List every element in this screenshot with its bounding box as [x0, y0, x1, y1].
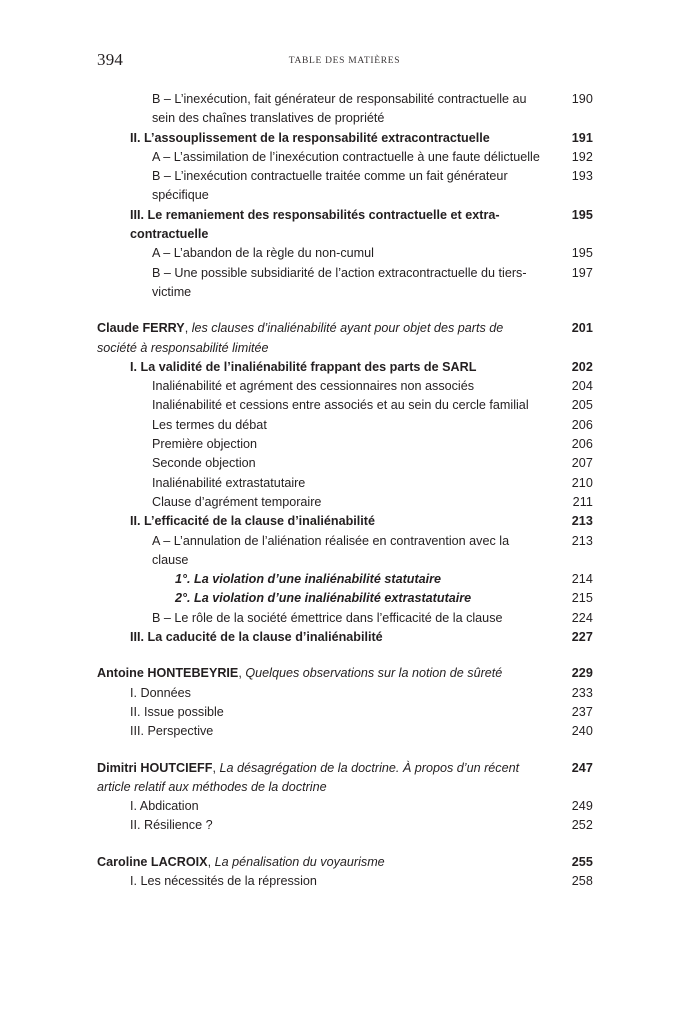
- toc-entry[interactable]: [97, 90, 593, 129]
- toc-entry-label: A – L’assimilation de l’inexécution contractuelle à une faute délictuelle: [152, 149, 540, 164]
- toc-entry-label: II. Issue possible: [130, 704, 224, 719]
- toc-entry-label: A – L’annulation de l’aliénation réalisée en contravention avec la clause: [152, 533, 510, 567]
- toc-page-number: 204: [571, 379, 593, 394]
- toc-author-separator: ,: [212, 760, 220, 775]
- toc-page-number: 210: [571, 475, 593, 490]
- toc-entry[interactable]: [97, 474, 593, 493]
- toc-page-number: 240: [571, 724, 593, 739]
- toc-group-houtcieff: [97, 759, 593, 836]
- toc-page-number: 191: [571, 130, 593, 145]
- toc-entry-label: Inaliénabilité et agrément des cessionnaires non associés: [152, 379, 475, 394]
- toc-entry[interactable]: [97, 416, 593, 435]
- toc-entry[interactable]: [97, 532, 593, 571]
- toc-entry[interactable]: [97, 703, 593, 722]
- toc-author-separator: ,: [184, 321, 192, 336]
- toc-author-entry[interactable]: [97, 664, 593, 683]
- toc-group-hontebeyrie: [97, 664, 593, 741]
- toc-entry[interactable]: [97, 628, 593, 647]
- toc-page-number: 195: [571, 246, 593, 261]
- toc-entry[interactable]: [97, 148, 593, 167]
- table-of-contents: [97, 90, 593, 891]
- toc-page-number: 195: [571, 207, 593, 222]
- running-head: [97, 50, 592, 72]
- toc-entry-label: 1°. La violation d’une inaliénabilité statutaire: [175, 572, 442, 587]
- toc-author-name: Caroline LACROIX: [97, 854, 208, 869]
- toc-entry-label: I. Abdication: [130, 799, 199, 814]
- toc-entry[interactable]: [97, 377, 593, 396]
- toc-entry[interactable]: [97, 206, 593, 245]
- toc-page-number: 233: [571, 685, 593, 700]
- toc-entry-label: B – L’inexécution, fait générateur de responsabilité contractuelle au sein des chaînes translatives de propriété: [152, 92, 527, 126]
- toc-group-continued-section: [97, 90, 593, 302]
- toc-page-number: 206: [571, 417, 593, 432]
- toc-entry-label: I. La validité de l’inaliénabilité frappant des parts de SARL: [130, 359, 477, 374]
- toc-entry-label: Inaliénabilité extrastatutaire: [152, 475, 306, 490]
- toc-entry-label: 2°. La violation d’une inaliénabilité extrastatutaire: [175, 591, 472, 606]
- toc-entry-label: A – L’abandon de la règle du non-cumul: [152, 246, 374, 261]
- toc-group-lacroix: [97, 853, 593, 892]
- toc-page-number: 197: [571, 265, 593, 280]
- toc-entry-label: B – L’inexécution contractuelle traitée comme un fait générateur spécifique: [152, 169, 508, 203]
- toc-article-title: les clauses d’inaliénabilité ayant pour objet des parts de société à responsabilité limitée: [97, 321, 504, 355]
- toc-page-number: 258: [571, 873, 593, 888]
- toc-entry[interactable]: [97, 129, 593, 148]
- toc-entry-label: I. Les nécessités de la répression: [130, 873, 317, 888]
- toc-entry-label: B – Le rôle de la société émettrice dans l’efficacité de la clause: [152, 610, 503, 625]
- toc-entry[interactable]: [97, 454, 593, 473]
- toc-entry[interactable]: [97, 722, 593, 741]
- toc-entry-label: Clause d’agrément temporaire: [152, 494, 322, 509]
- toc-entry[interactable]: [97, 396, 593, 415]
- toc-entry-label: [97, 759, 545, 798]
- toc-entry-label: III. Perspective: [130, 724, 214, 739]
- toc-entry[interactable]: [97, 797, 593, 816]
- toc-entry-label: Seconde objection: [152, 456, 256, 471]
- toc-page-number: 190: [571, 92, 593, 106]
- toc-entry[interactable]: [97, 264, 593, 303]
- toc-author-name: Dimitri HOUTCIEFF: [97, 760, 213, 775]
- toc-entry[interactable]: [97, 816, 593, 835]
- toc-author-separator: ,: [207, 854, 215, 869]
- toc-entry-label: III. La caducité de la clause d’inaliénabilité: [130, 630, 383, 645]
- toc-page-number: 252: [571, 818, 593, 833]
- toc-entry-label: [97, 853, 545, 872]
- toc-entry-label: II. L’efficacité de la clause d’inaliénabilité: [130, 514, 375, 529]
- toc-entry[interactable]: [97, 244, 593, 263]
- toc-entry[interactable]: [97, 512, 593, 531]
- toc-page-number: 215: [571, 591, 593, 606]
- toc-author-entry[interactable]: [97, 319, 593, 358]
- toc-entry-label: Inaliénabilité et cessions entre associés et au sein du cercle familial: [152, 398, 529, 413]
- toc-page-number: 193: [571, 169, 593, 184]
- toc-entry-label: I. Données: [130, 685, 191, 700]
- toc-page-number: 202: [571, 359, 593, 374]
- toc-page-number: 207: [571, 456, 593, 471]
- toc-author-name: Claude FERRY: [97, 321, 185, 336]
- toc-author-name: Antoine HONTEBEYRIE: [97, 666, 239, 681]
- toc-entry-label: III. Le remaniement des responsabilités contractuelle et extra-contractuelle: [130, 207, 500, 242]
- toc-entry[interactable]: [97, 435, 593, 454]
- toc-page-number: 227: [571, 630, 593, 645]
- toc-page-number: 237: [571, 704, 593, 719]
- toc-page-number: 213: [571, 533, 593, 548]
- toc-page-number: 214: [571, 572, 593, 587]
- toc-page-number: 192: [571, 149, 593, 164]
- toc-page-number: 255: [571, 854, 593, 869]
- toc-entry[interactable]: [97, 167, 593, 206]
- toc-entry[interactable]: [97, 684, 593, 703]
- toc-article-title: La désagrégation de la doctrine. À propos d’un récent article relatif aux méthodes de la doctrine: [97, 760, 520, 794]
- toc-page-number: 224: [571, 610, 593, 625]
- folio-number: 394: [97, 50, 124, 69]
- toc-entry-label: Les termes du débat: [152, 417, 267, 432]
- running-head-title: TABLE DES MATIÈRES: [288, 56, 401, 66]
- toc-entry-label: [97, 664, 545, 683]
- toc-page-number: 247: [571, 760, 593, 775]
- toc-page-number: 205: [571, 398, 593, 413]
- toc-page-number: 211: [572, 494, 593, 509]
- toc-entry-label: B – Une possible subsidiarité de l’action extracontractuelle du tiers-victime: [152, 265, 527, 299]
- toc-author-entry[interactable]: [97, 759, 593, 798]
- toc-group-ferry: [97, 319, 593, 647]
- toc-page-number: 229: [571, 666, 593, 681]
- toc-author-separator: ,: [238, 666, 246, 681]
- toc-entry[interactable]: [97, 589, 593, 608]
- toc-entry-label: Première objection: [152, 437, 257, 452]
- toc-entry[interactable]: [97, 609, 593, 628]
- toc-article-title: Quelques observations sur la notion de sûreté: [245, 666, 503, 681]
- toc-entry[interactable]: [97, 872, 593, 891]
- toc-page-number: 201: [571, 321, 593, 336]
- toc-entry[interactable]: [97, 493, 593, 512]
- toc-entry-label: [97, 319, 545, 358]
- toc-entry[interactable]: [97, 570, 593, 589]
- toc-author-entry[interactable]: [97, 853, 593, 872]
- toc-article-title: La pénalisation du voyaurisme: [214, 854, 385, 869]
- toc-entry-label: II. L’assouplissement de la responsabilité extracontractuelle: [130, 130, 490, 145]
- toc-entry-label: II. Résilience ?: [130, 818, 213, 833]
- toc-entry[interactable]: [97, 358, 593, 377]
- toc-page-number: 249: [571, 799, 593, 814]
- toc-page-number: 213: [571, 514, 593, 529]
- toc-page-number: 206: [571, 437, 593, 452]
